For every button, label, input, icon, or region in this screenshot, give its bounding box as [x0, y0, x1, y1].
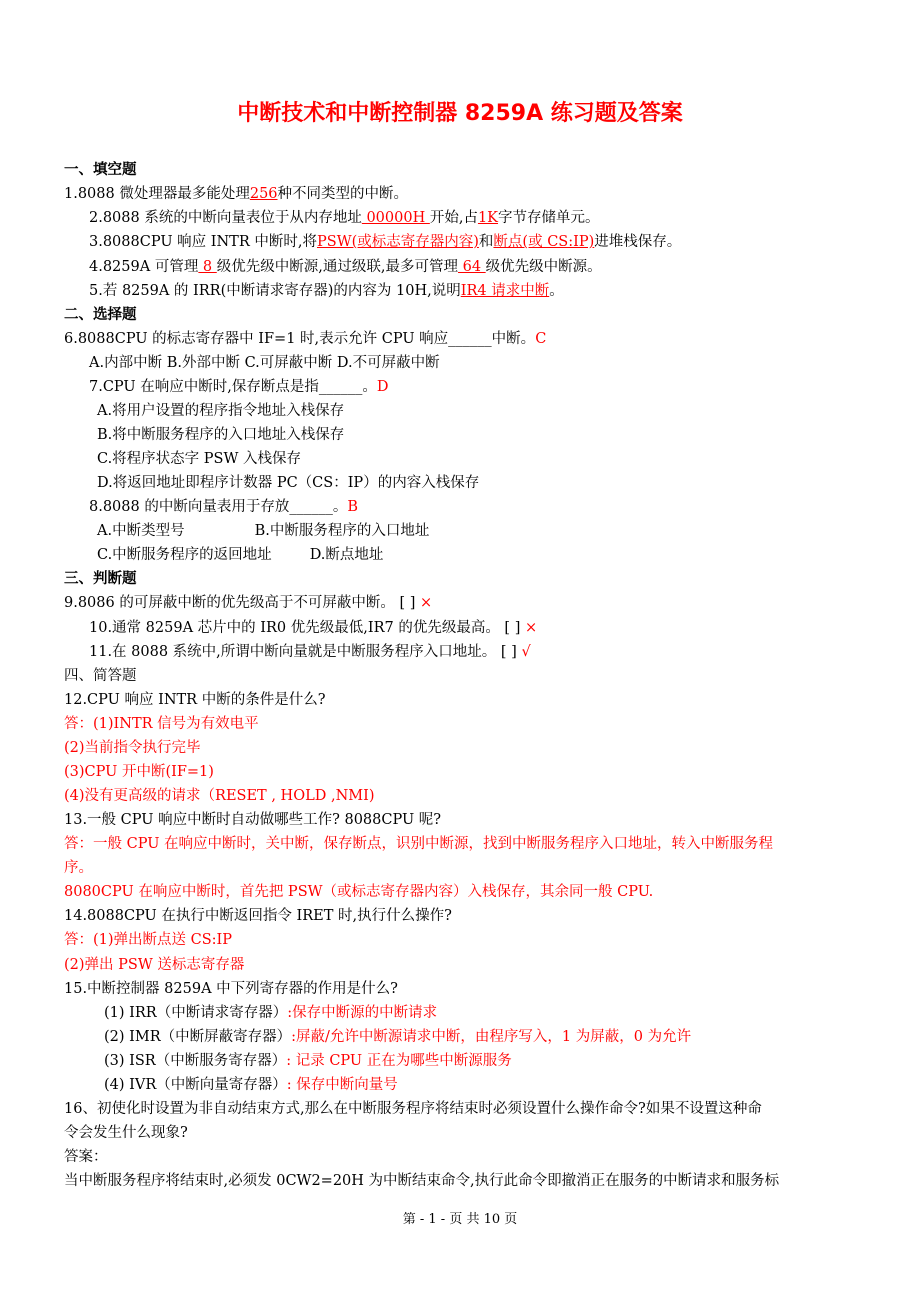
answer-text: 1K [477, 210, 499, 226]
answer-line: (2)弹出 PSW 送标志寄存器 [64, 957, 245, 973]
question-14: 14.8088CPU 在执行中断返回指令 IRET 时,执行什么操作? [64, 908, 452, 924]
answer-text: 00000H [361, 210, 430, 226]
answer-text: × [420, 595, 433, 611]
answer-line: 8080CPU 在响应中断时，首先把 PSW（或标志寄存器内容）入栈保存，其余同一般 CPU. [64, 884, 654, 900]
question-16-line-1: 16、初使化时设置为非自动结束方式,那么在中断服务程序将结束时必须设置什么操作命令?如果不设置这种命 [64, 1101, 762, 1117]
document-title: 中断技术和中断控制器 8259A 练习题及答案 [237, 101, 683, 126]
answer-text: C [535, 331, 547, 347]
answer-text: 8 [198, 259, 217, 275]
question-6-options: A.内部中断 B.外部中断 C.可屏蔽中断 D.不可屏蔽中断 [89, 355, 440, 371]
register-row-irr: (1) IRR（中断请求寄存器）:保存中断源的中断请求 [104, 1005, 438, 1021]
question-9: 9.8086 的可屏蔽中断的优先级高于不可屏蔽中断。 [ ] × [64, 595, 433, 611]
question-4: 4.8259A 可管理 8 级优先级中断源,通过级联,最多可管理 64 级优先级中断源。 [89, 259, 602, 275]
question-7-option-b: B.将中断服务程序的入口地址入栈保存 [97, 427, 345, 443]
section-heading-choice: 二、选择题 [64, 307, 137, 323]
answer-text: 64 [458, 259, 486, 275]
answer-line: 答：一般 CPU 在响应中断时，关中断，保存断点，识别中断源，找到中断服务程序入口地址，转入中断服务程 [64, 836, 774, 852]
answer-line: (2)当前指令执行完毕 [64, 740, 201, 756]
register-row-ivr: (4) IVR（中断向量寄存器）: 保存中断向量号 [104, 1077, 398, 1093]
answer-text: :保存中断源的中断请求 [287, 1005, 438, 1021]
answer-text: 256 [249, 186, 278, 202]
answer-text: :屏蔽/允许中断源请求中断，由程序写入，1 为屏蔽，0 为允许 [291, 1029, 692, 1045]
question-3: 3.8088CPU 响应 INTR 中断时,将PSW(或标志寄存器内容)和断点(或 CS:IP)进堆栈保存。 [89, 234, 682, 250]
answer-text: D [376, 379, 389, 395]
question-7-option-d: D.将返回地址即程序计数器 PC（CS：IP）的内容入栈保存 [97, 475, 480, 491]
question-12: 12.CPU 响应 INTR 中断的条件是什么? [64, 692, 326, 708]
register-row-imr: (2) IMR（中断屏蔽寄存器）:屏蔽/允许中断源请求中断，由程序写入，1 为屏蔽，0 为允许 [104, 1029, 692, 1045]
section-heading-fill-blank: 一、填空题 [64, 162, 137, 178]
answer-text: : 保存中断向量号 [286, 1077, 398, 1093]
answer-label: 答案： [64, 1149, 108, 1165]
page-footer: 第 - 1 - 页 共 10 页 [402, 1212, 518, 1227]
answer-line: 答：(1)INTR 信号为有效电平 [64, 716, 259, 732]
question-7: 7.CPU 在响应中断时,保存断点是指______。D [89, 379, 389, 395]
answer-line: (3)CPU 开中断(IF=1) [64, 764, 214, 780]
question-13: 13.一般 CPU 响应中断时自动做哪些工作? 8088CPU 呢? [64, 812, 442, 828]
question-11: 11.在 8088 系统中,所谓中断向量就是中断服务程序入口地址。 [ ] √ [89, 644, 531, 660]
question-1: 1.8088 微处理器最多能处理256种不同类型的中断。 [64, 186, 409, 202]
question-15: 15.中断控制器 8259A 中下列寄存器的作用是什么? [64, 981, 398, 997]
question-5: 5.若 8259A 的 IRR(中断请求寄存器)的内容为 10H,说明IR4 请求中断。 [89, 283, 564, 299]
question-10: 10.通常 8259A 芯片中的 IR0 优先级最低,IR7 的优先级最高。 [ ] × [89, 620, 538, 636]
answer-line: (4)没有更高级的请求（RESET , HOLD ,NMI) [64, 788, 375, 804]
answer-text: : 记录 CPU 正在为哪些中断源服务 [286, 1053, 512, 1069]
answer-line: 答：(1)弹出断点送 CS:IP [64, 932, 233, 948]
question-7-option-a: A.将用户设置的程序指令地址入栈保存 [97, 403, 345, 419]
question-2: 2.8088 系统的中断向量表位于从内存地址 00000H 开始,占1K字节存储单元。 [89, 210, 600, 226]
answer-text: √ [521, 644, 531, 660]
question-7-option-c: C.将程序状态字 PSW 入栈保存 [97, 451, 301, 467]
question-8-options-cd: C.中断服务程序的返回地址 D.断点地址 [97, 547, 384, 563]
question-16-line-2: 令会发生什么现象? [64, 1125, 188, 1141]
question-6: 6.8088CPU 的标志寄存器中 IF=1 时,表示允许 CPU 响应______中断。C [64, 331, 547, 347]
question-8: 8.8088 的中断向量表用于存放______。B [89, 499, 359, 515]
answer-text: × [524, 620, 538, 636]
section-heading-true-false: 三、判断题 [64, 571, 137, 587]
register-row-isr: (3) ISR（中断服务寄存器）: 记录 CPU 正在为哪些中断源服务 [104, 1053, 512, 1069]
section-heading-short-answer: 四、简答题 [64, 668, 137, 684]
answer-text: B [347, 499, 359, 515]
answer-text: PSW(或标志寄存器内容) [317, 234, 479, 250]
answer-line: 当中断服务程序将结束时,必须发 0CW2=20H 为中断结束命令,执行此命令即撤消正在服务的中断请求和服务标 [64, 1173, 780, 1189]
answer-line: 序。 [64, 860, 93, 876]
answer-text: 断点(或 CS:IP) [493, 234, 595, 250]
answer-text: IR4 请求中断 [460, 283, 550, 299]
question-8-options-ab: A.中断类型号 B.中断服务程序的入口地址 [97, 523, 430, 539]
